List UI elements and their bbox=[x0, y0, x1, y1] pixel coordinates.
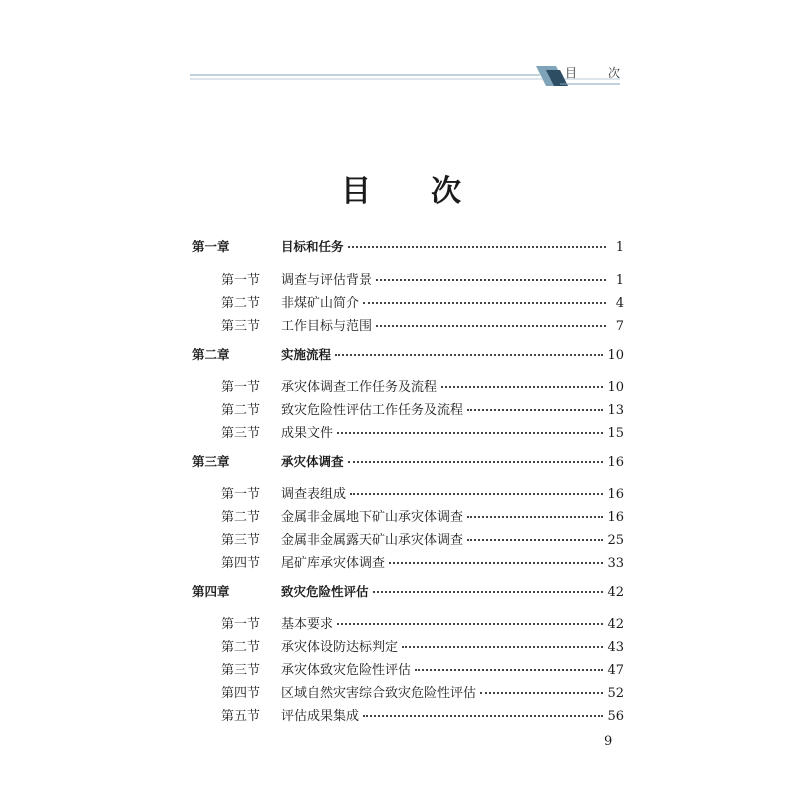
toc-chapter-entry[interactable] bbox=[192, 345, 624, 361]
toc-entry-title: 区域自然灾害综合致灾危险性评估 bbox=[281, 686, 477, 701]
toc-entry-title: 评估成果集成 bbox=[281, 709, 360, 724]
toc-section-entry[interactable] bbox=[221, 683, 624, 699]
toc-entry-number: 第一节 bbox=[221, 617, 261, 632]
toc-entry-number: 第三节 bbox=[221, 426, 261, 441]
toc-entry-title: 工作目标与范围 bbox=[281, 319, 373, 334]
toc-section-entry[interactable] bbox=[221, 660, 624, 676]
dot-leader bbox=[376, 267, 606, 281]
toc-entry-number: 第二节 bbox=[221, 296, 261, 311]
toc-chapter-entry[interactable] bbox=[192, 452, 624, 468]
toc-entry-page: 13 bbox=[607, 403, 624, 418]
toc-entry-page: 10 bbox=[607, 380, 624, 395]
toc-entry-page: 43 bbox=[607, 640, 624, 655]
toc-entry-number: 第一节 bbox=[221, 273, 261, 288]
toc-entry-page: 33 bbox=[607, 556, 624, 571]
toc-entry-title: 成果文件 bbox=[281, 426, 334, 441]
toc-entry-number: 第三章 bbox=[192, 454, 230, 469]
dot-leader bbox=[363, 703, 603, 717]
toc-entry-title: 承灾体设防达标判定 bbox=[281, 640, 399, 655]
page-title-char-2: 次 bbox=[431, 174, 461, 209]
toc-entry-title: 尾矿库承灾体调查 bbox=[281, 556, 386, 571]
dot-leader bbox=[389, 550, 603, 564]
toc-section-entry[interactable] bbox=[221, 377, 624, 393]
dot-leader bbox=[348, 449, 604, 463]
dot-leader bbox=[337, 420, 603, 434]
dot-leader bbox=[350, 481, 603, 495]
toc-entry-page: 42 bbox=[607, 585, 624, 600]
toc-entry-page: 16 bbox=[607, 510, 624, 525]
dot-leader bbox=[441, 374, 603, 388]
toc-entry-page: 1 bbox=[615, 273, 624, 288]
toc-entry-number: 第四章 bbox=[192, 584, 230, 599]
toc-entry-page: 4 bbox=[615, 296, 624, 311]
toc-chapter-entry[interactable] bbox=[192, 237, 624, 253]
toc-entry-title: 金属非金属露天矿山承灾体调查 bbox=[281, 533, 464, 548]
toc-entry-number: 第三节 bbox=[221, 533, 261, 548]
toc-entry-page: 15 bbox=[607, 426, 624, 441]
toc-entry-number: 第四节 bbox=[221, 556, 261, 571]
toc-section-entry[interactable] bbox=[221, 530, 624, 546]
toc-entry-number: 第四节 bbox=[221, 686, 261, 701]
toc-section-entry[interactable] bbox=[221, 553, 624, 569]
toc-entry-title: 致灾危险性评估 bbox=[281, 584, 369, 599]
toc-entry-title: 调查表组成 bbox=[281, 487, 347, 502]
dot-leader bbox=[415, 657, 603, 671]
dot-leader bbox=[376, 313, 606, 327]
toc-entry-number: 第一章 bbox=[192, 239, 230, 254]
toc-entry-title: 目标和任务 bbox=[281, 239, 344, 254]
toc-section-entry[interactable] bbox=[221, 484, 624, 500]
toc-entry-page: 47 bbox=[607, 663, 624, 678]
toc-entry-page: 56 bbox=[607, 709, 624, 724]
toc-entry-page: 1 bbox=[615, 240, 624, 255]
toc-entry-title: 承灾体调查工作任务及流程 bbox=[281, 380, 438, 395]
toc-entry-title: 致灾危险性评估工作任务及流程 bbox=[281, 403, 464, 418]
dot-leader bbox=[373, 579, 604, 593]
toc-entry-page: 52 bbox=[607, 686, 624, 701]
toc-entry-title: 实施流程 bbox=[281, 347, 332, 362]
toc-entry-title: 金属非金属地下矿山承灾体调查 bbox=[281, 510, 464, 525]
toc-section-entry[interactable] bbox=[221, 706, 624, 722]
dot-leader bbox=[467, 504, 603, 518]
dot-leader bbox=[348, 234, 606, 248]
toc-section-entry[interactable] bbox=[221, 270, 624, 286]
toc-section-entry[interactable] bbox=[221, 507, 624, 523]
toc-entry-page: 7 bbox=[615, 319, 624, 334]
toc-entry-number: 第二节 bbox=[221, 510, 261, 525]
toc-entry-title: 承灾体调查 bbox=[281, 454, 344, 469]
toc-section-entry[interactable] bbox=[221, 637, 624, 653]
toc-entry-page: 42 bbox=[607, 617, 624, 632]
toc-section-entry[interactable] bbox=[221, 400, 624, 416]
toc-entry-title: 非煤矿山简介 bbox=[281, 296, 360, 311]
dot-leader bbox=[402, 634, 603, 648]
toc-section-entry[interactable] bbox=[221, 614, 624, 630]
page-number: 9 bbox=[604, 734, 613, 749]
toc-entry-number: 第五节 bbox=[221, 709, 261, 724]
dot-leader bbox=[467, 527, 603, 541]
toc-entry-page: 16 bbox=[607, 487, 624, 502]
toc-entry-number: 第一节 bbox=[221, 487, 261, 502]
header-label-left: 目 bbox=[565, 66, 578, 80]
toc-entry-number: 第一节 bbox=[221, 380, 261, 395]
toc-section-entry[interactable] bbox=[221, 316, 624, 332]
toc-entry-title: 调查与评估背景 bbox=[281, 273, 373, 288]
toc-entry-number: 第二节 bbox=[221, 403, 261, 418]
toc-entry-title: 承灾体致灾危险性评估 bbox=[281, 663, 412, 678]
toc-section-entry[interactable] bbox=[221, 293, 624, 309]
dot-leader bbox=[467, 397, 603, 411]
toc-entry-number: 第三节 bbox=[221, 319, 261, 334]
toc-entry-title: 基本要求 bbox=[281, 617, 334, 632]
toc-section-entry[interactable] bbox=[221, 423, 624, 439]
dot-leader bbox=[337, 611, 603, 625]
toc-entry-number: 第三节 bbox=[221, 663, 261, 678]
dot-leader bbox=[335, 342, 603, 356]
dot-leader bbox=[363, 290, 606, 304]
header-label-right: 次 bbox=[607, 66, 620, 80]
toc-entry-page: 10 bbox=[607, 348, 624, 363]
dot-leader bbox=[480, 680, 603, 694]
page-title-char-1: 目 bbox=[341, 174, 371, 209]
toc-entry-page: 25 bbox=[607, 533, 624, 548]
toc-entry-number: 第二章 bbox=[192, 347, 230, 362]
toc-chapter-entry[interactable] bbox=[192, 582, 624, 598]
toc-entry-page: 16 bbox=[607, 455, 624, 470]
toc-entry-number: 第二节 bbox=[221, 640, 261, 655]
